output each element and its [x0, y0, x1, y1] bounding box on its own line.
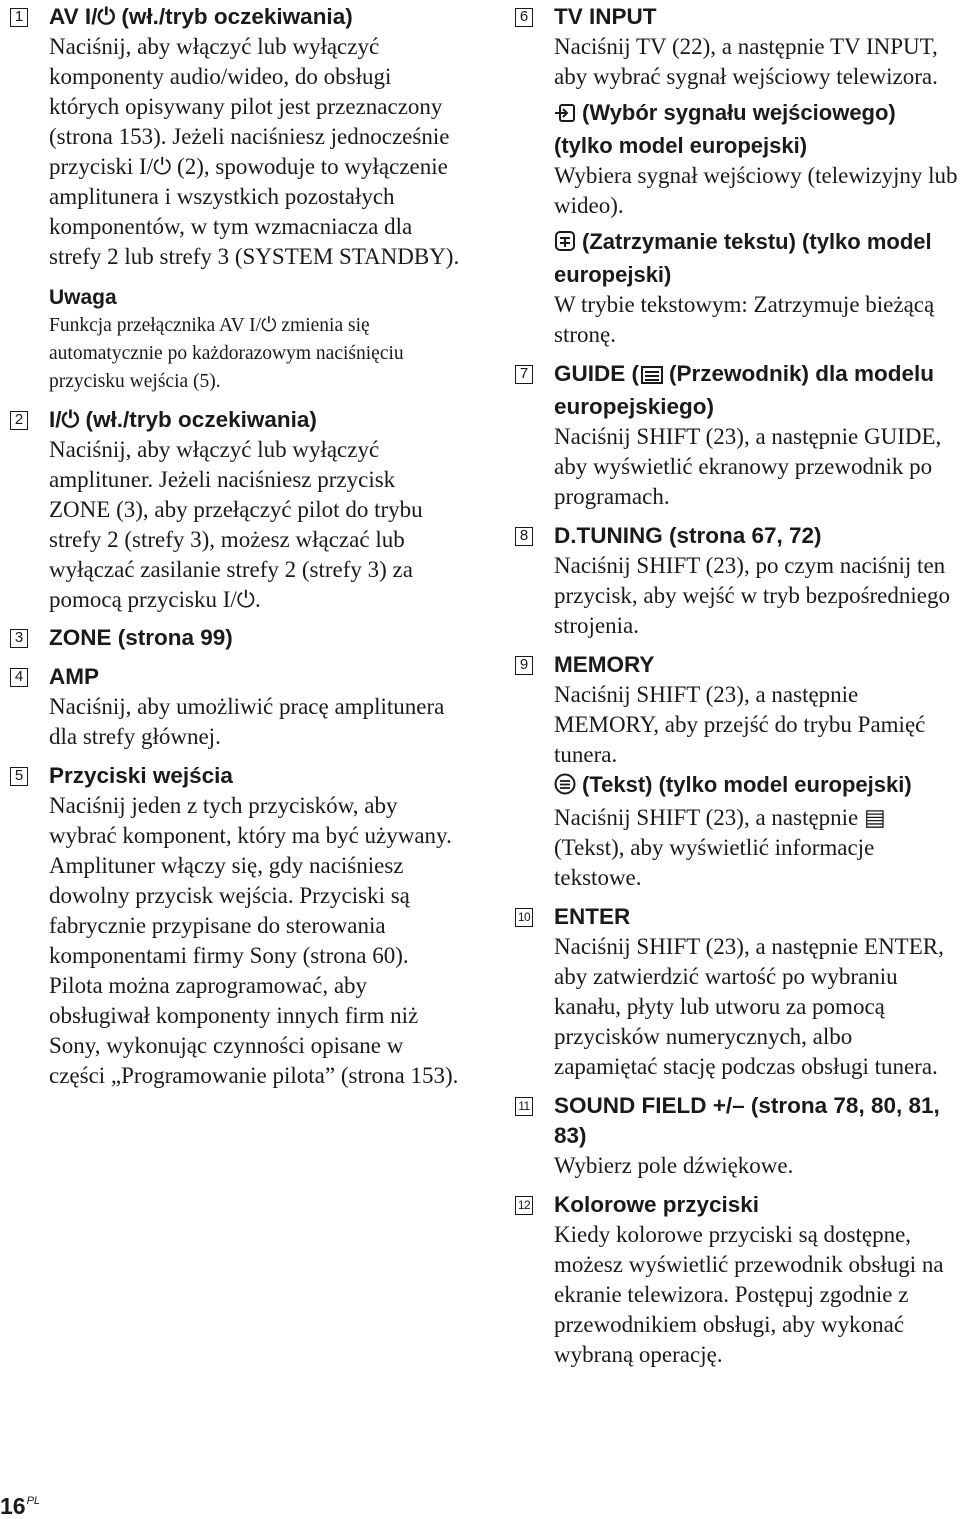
page-number-value: 16: [0, 1493, 26, 1519]
item-body: Naciśnij SHIFT (23), a następnie GUIDE, aby wyświetlić ekranowy przewodnik po programach.: [554, 424, 942, 509]
item-body: Naciśnij SHIFT (23), a następnie MEMORY, aby przejść do trybu Pamięć tunera.: [554, 682, 926, 767]
item-body: Naciśnij, aby umożliwić pracę amplitunera dla strefy głównej.: [49, 694, 445, 749]
item-number: 2: [10, 411, 28, 430]
text-icon: [554, 773, 576, 803]
item-heading: MEMORY: [554, 652, 655, 677]
item-number: 4: [10, 668, 28, 687]
item-8: [515, 520, 960, 641]
right-column: [515, 0, 960, 1370]
item-number: 11: [515, 1097, 533, 1116]
item-6: [515, 1, 960, 350]
item-number: 3: [10, 629, 28, 648]
sub-body: Naciśnij SHIFT (23), a następnie ▤ (Tekst), aby wyświetlić informacje tekstowe.: [554, 805, 886, 890]
item-body: Kiedy kolorowe przyciski są dostępne, możesz wyświetlić przewodnik obsługi na ekranie telewizora. Postępuj zgodnie z przewodnikiem obsługi, aby wykonać wybraną operację.: [554, 1222, 944, 1367]
item-number: 1: [10, 8, 28, 27]
item-heading: Kolorowe przyciski: [554, 1192, 760, 1217]
item-body: Naciśnij, aby włączyć lub wyłączyć amplituner. Jeżeli naciśniesz przycisk ZONE (3), aby przełączyć pilot do trybu strefy 2 (strefy 3), możesz włączać lub wyłączać zasilanie strefy 2 (strefy 3) za pomocą przycisku I/⏻.: [49, 437, 423, 612]
sub-heading-text: (Wybór sygnału wejściowego) (tylko model europejski): [554, 100, 896, 158]
sub-heading-input-select: [554, 98, 960, 161]
item-4: [10, 661, 460, 752]
item-body: Naciśnij SHIFT (23), po czym naciśnij ten przycisk, aby wejść w tryb bezpośredniego strojenia.: [554, 553, 950, 638]
item-1: [10, 1, 460, 396]
sub-heading-text-hold: [554, 227, 960, 290]
item-11: [515, 1090, 960, 1181]
item-number: 9: [515, 656, 533, 675]
note-body: Funkcja przełącznika AV I/⏻ zmienia się automatycznie po każdorazowym naciśnięciu przycisku wejścia (5).: [49, 315, 404, 392]
sub-heading-text: (Zatrzymanie tekstu) (tylko model europejski): [554, 229, 932, 287]
item-number: 7: [515, 365, 533, 384]
item-heading: I/⏻ (wł./tryb oczekiwania): [49, 407, 317, 432]
item-body: Naciśnij SHIFT (23), a następnie ENTER, aby zatwierdzić wartość po wybraniu kanału, płyty lub utworu za pomocą przycisków numerycznych, albo zapamiętać stację podczas obsługi tunera.: [554, 934, 944, 1079]
item-body: Naciśnij TV (22), a następnie TV INPUT, aby wybrać sygnał wejściowy telewizora.: [554, 34, 938, 89]
item-number: 5: [10, 767, 28, 786]
item-5: [10, 760, 460, 1091]
language-code: PL: [26, 1495, 41, 1507]
note-title: Uwaga: [49, 286, 117, 309]
sub-heading-text-mode: [554, 770, 960, 803]
item-heading: TV INPUT: [554, 4, 657, 29]
item-10: [515, 901, 960, 1082]
item-number: 10: [515, 908, 533, 927]
item-heading: AV I/⏻ (wł./tryb oczekiwania): [49, 4, 353, 29]
text-hold-icon: [554, 230, 576, 260]
item-heading: ZONE (strona 99): [49, 625, 233, 650]
heading-part: GUIDE (: [554, 361, 640, 386]
item-9: [515, 649, 960, 893]
heading-part: (Przewodnik) dla modelu europejskiego): [554, 361, 935, 419]
item-3: [10, 622, 460, 653]
item-7: [515, 358, 960, 512]
item-12: [515, 1189, 960, 1370]
item-number: 12: [515, 1196, 533, 1215]
item-heading: SOUND FIELD +/– (strona 78, 80, 81, 83): [554, 1093, 940, 1148]
item-heading: AMP: [49, 664, 99, 689]
sub-body: W trybie tekstowym: Zatrzymuje bieżącą stronę.: [554, 292, 935, 347]
item-heading: Przyciski wejścia: [49, 763, 233, 788]
sub-body: Wybiera sygnał wejściowy (telewizyjny lub wideo).: [554, 163, 958, 218]
input-select-icon: [554, 101, 576, 131]
item-heading: ENTER: [554, 904, 631, 929]
item-body: Naciśnij, aby włączyć lub wyłączyć komponenty audio/wideo, do obsługi których opisywany pilot jest przeznaczony (strona 153). Jeżeli naciśniesz jednocześnie przyciski I/⏻ (2), spowoduje to wyłączenie amplitunera i wszystkich pozostałych komponentów, w tym wzmacniacza dla strefy 2 lub strefy 3 (SYSTEM STANDBY).: [49, 34, 460, 269]
guide-icon: [641, 362, 663, 392]
page-number: [0, 1488, 40, 1519]
item-body: Naciśnij jeden z tych przycisków, aby wybrać komponent, który ma być używany. Amplituner włączy się, gdy naciśniesz dowolny przycisk wejścia. Przyciski są fabrycznie przypisane do sterowania komponentami firmy Sony (strona 60). Pilota można zaprogramować, aby obsługiwał komponenty innych firm niż Sony, wykonując czynności opisane w części „Programowanie pilota” (strona 153).: [49, 793, 459, 1088]
item-body: Wybierz pole dźwiękowe.: [554, 1153, 794, 1178]
item-heading: [554, 358, 960, 422]
sub-heading-text: (Tekst) (tylko model europejski): [582, 772, 912, 797]
left-column: [10, 0, 460, 1091]
item-2: [10, 404, 460, 615]
item-heading: D.TUNING (strona 67, 72): [554, 523, 822, 548]
item-number: 6: [515, 8, 533, 27]
item-number: 8: [515, 527, 533, 546]
